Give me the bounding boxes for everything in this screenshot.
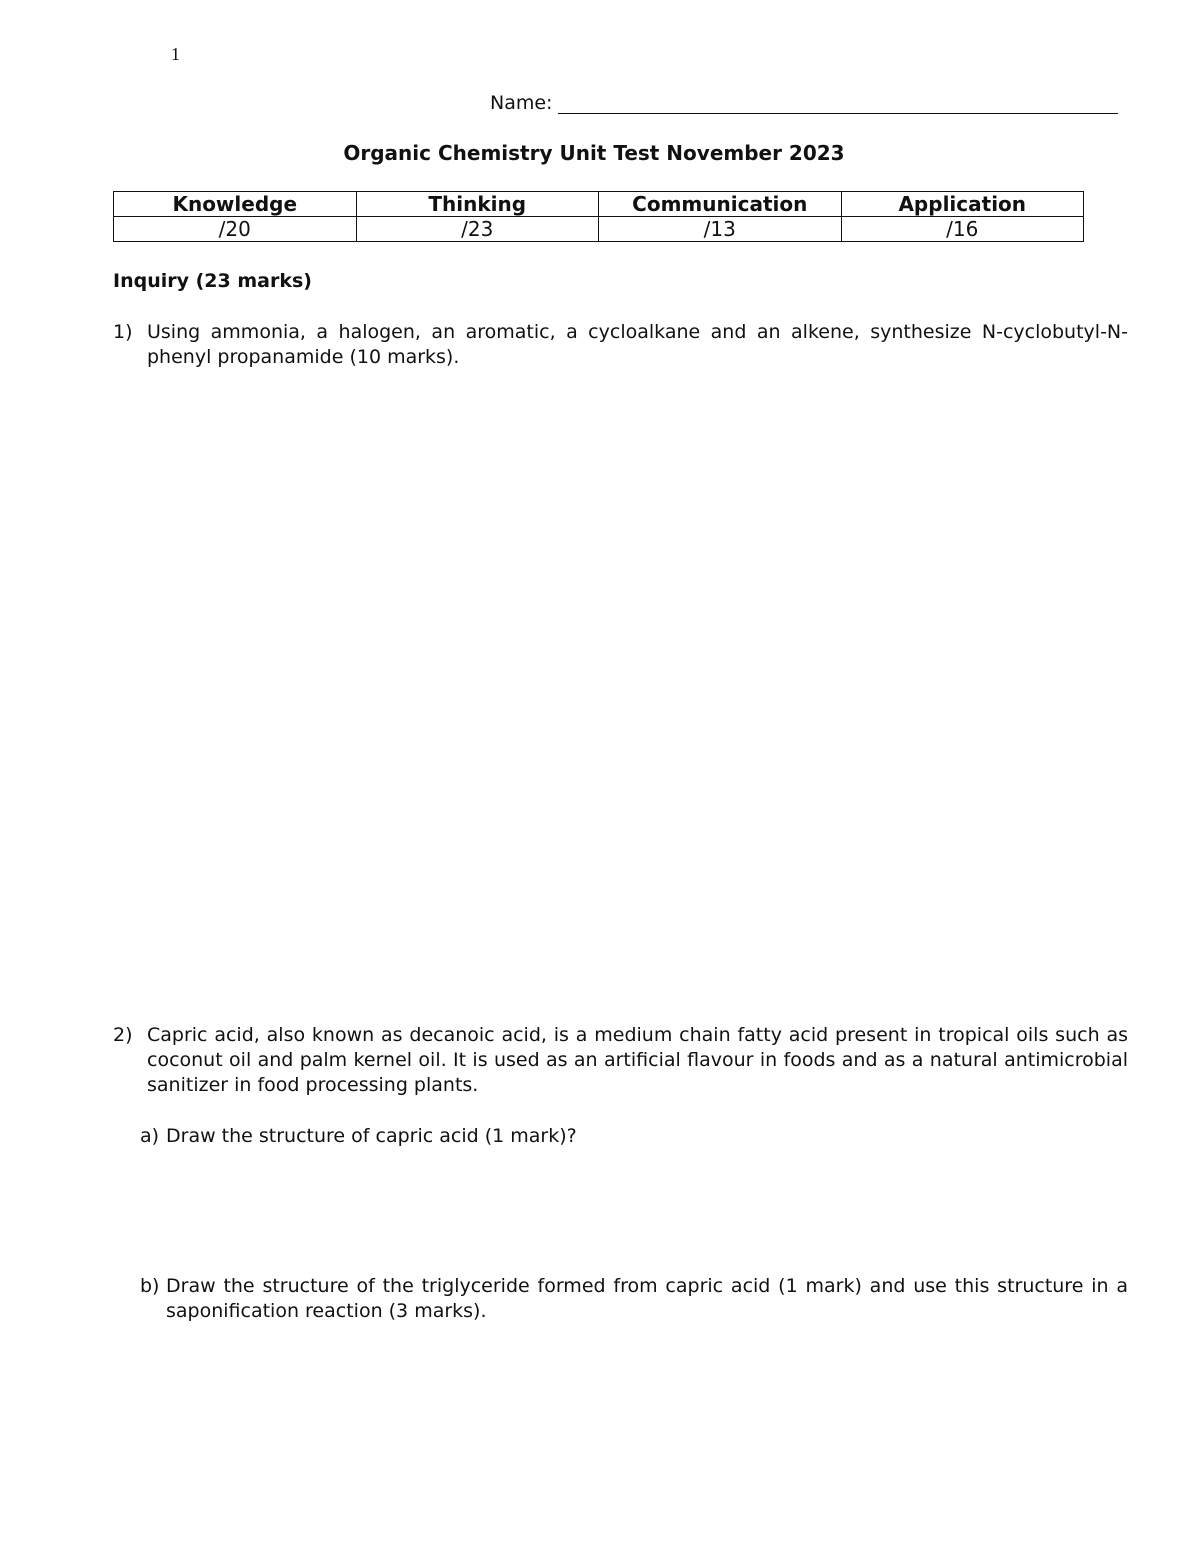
marks-value-knowledge: /20 xyxy=(114,217,357,242)
marks-value-application: /16 xyxy=(841,217,1084,242)
question-number: 2) xyxy=(113,1024,133,1046)
marks-header-communication: Communication xyxy=(599,192,842,217)
marks-header-thinking: Thinking xyxy=(356,192,599,217)
name-label: Name: xyxy=(490,92,553,114)
page-number: 1 xyxy=(171,44,180,64)
subquestion-label: a) xyxy=(140,1125,160,1147)
question-text: Using ammonia, a halogen, an aromatic, a cycloalkane and an alkene, synthesize N-cyclobutyl-N-phenyl propanamide (10 marks). xyxy=(147,321,1128,368)
question-1 xyxy=(113,320,1128,370)
subquestion-text: Draw the structure of the triglyceride formed from capric acid (1 mark) and use this structure in a saponification reaction (3 marks). xyxy=(166,1275,1128,1322)
subquestion-label: b) xyxy=(140,1275,160,1297)
marks-header-application: Application xyxy=(841,192,1084,217)
question-2 xyxy=(113,1023,1128,1098)
question-number: 1) xyxy=(113,321,133,343)
name-blank-line[interactable] xyxy=(558,91,1118,114)
marks-value-thinking: /23 xyxy=(356,217,599,242)
marks-header-knowledge: Knowledge xyxy=(114,192,357,217)
question-text: Capric acid, also known as decanoic acid, is a medium chain fatty acid present in tropical oils such as coconut oil and palm kernel oil. It is used as an artificial flavour in foods and as a natural antimicrobial sanitizer in food processing plants. xyxy=(147,1024,1128,1096)
test-title: Organic Chemistry Unit Test November 2023 xyxy=(343,141,845,165)
section-heading: Inquiry (23 marks) xyxy=(113,270,312,292)
marks-value-communication: /13 xyxy=(599,217,842,242)
marks-table-header-row xyxy=(114,192,1084,217)
marks-table-values-row xyxy=(114,217,1084,242)
question-2a xyxy=(140,1124,1128,1149)
name-field-row xyxy=(490,91,1118,114)
question-2b xyxy=(140,1274,1128,1324)
subquestion-text: Draw the structure of capric acid (1 mark)? xyxy=(166,1125,577,1147)
marks-table xyxy=(113,191,1084,242)
